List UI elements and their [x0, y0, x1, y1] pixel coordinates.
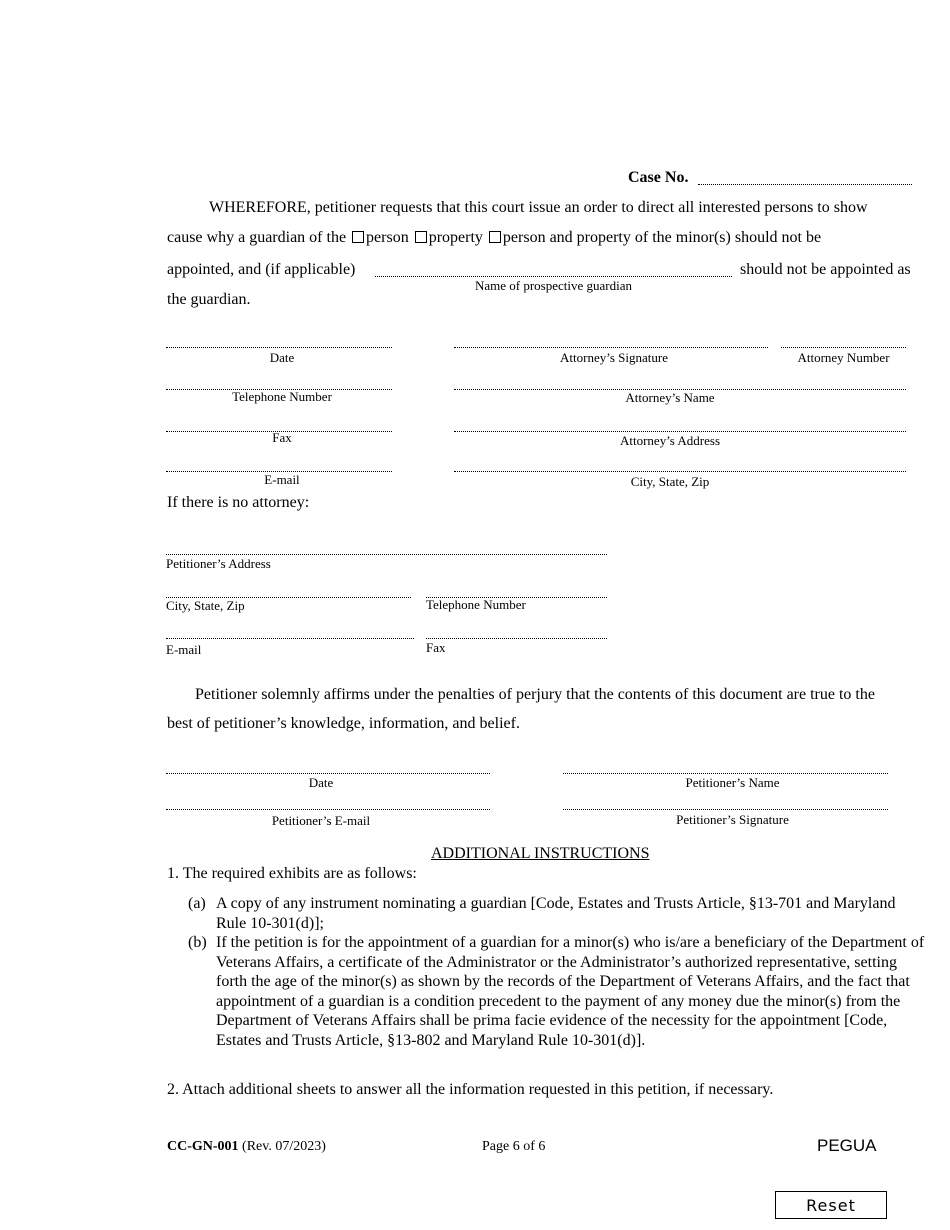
- petitioner-fax-field[interactable]: [426, 638, 607, 639]
- email-caption: E-mail: [264, 472, 300, 487]
- petitioner-address-field[interactable]: [166, 554, 607, 555]
- instruction-item-b-text: If the petition is for the appointment of a guardian for a minor(s) who is/are a beneficiary of the Department of Veterans Affairs, a certificate of the Administrator or the Administrator’s authorized representative, setting forth the age of the minor(s) as shown by the records of the Department of Veterans Affairs, and the fact that appointment of a guardian is a condition precedent to the payment of any money due the minor(s) from the Department of Veterans Affairs shall be prima facie evidence of the necessity for the appointment [Code, Estates and Trusts Article, §13-802 and Maryland Rule 10-301(d)].: [216, 934, 925, 1049]
- affirmation-line-1: Petitioner solemnly affirms under the penalties of perjury that the contents of this document are true to the: [195, 686, 875, 703]
- date-field[interactable]: [166, 347, 392, 348]
- petitioner-email-signature-field[interactable]: [166, 809, 490, 810]
- date-caption: Date: [269, 350, 295, 365]
- person-checkbox[interactable]: [352, 231, 364, 243]
- instruction-item-a-label: (a): [188, 895, 206, 912]
- city-state-zip-field[interactable]: [454, 471, 906, 472]
- instruction-item-1: 1. The required exhibits are as follows:: [167, 865, 417, 882]
- property-option-label: property: [428, 229, 483, 246]
- instruction-item-b-label: (b): [188, 934, 207, 951]
- person-and-property-option-label: person and property of the minor(s) should not be: [502, 229, 822, 246]
- attorney-number-caption: Attorney Number: [797, 350, 890, 365]
- prayer-line-4: the guardian.: [167, 291, 251, 308]
- property-checkbox[interactable]: [415, 231, 427, 243]
- petitioner-name-caption: Petitioner’s Name: [685, 775, 780, 790]
- petitioner-fax-caption: Fax: [426, 640, 446, 655]
- petitioner-signature-caption: Petitioner’s Signature: [676, 812, 789, 827]
- instruction-item-a-text: A copy of any instrument nominating a guardian [Code, Estates and Trusts Article, §13-701 and Maryland Rule 10-301(d)];: [216, 895, 896, 932]
- person-option-label: person: [366, 229, 409, 246]
- case-number-field[interactable]: [698, 184, 912, 185]
- city-state-zip-caption: City, State, Zip: [630, 474, 710, 489]
- instruction-item-2: 2. Attach additional sheets to answer all the information requested in this petition, if necessary.: [167, 1081, 774, 1098]
- attorney-address-field[interactable]: [454, 431, 906, 432]
- petitioner-city-caption: City, State, Zip: [166, 598, 245, 613]
- prayer-line-2-text: cause why a guardian of the: [167, 229, 347, 246]
- telephone-caption: Telephone Number: [232, 389, 332, 404]
- footer-revision: (Rev. 07/2023): [242, 1139, 326, 1154]
- fax-caption: Fax: [272, 430, 292, 445]
- attorney-signature-caption: Attorney’s Signature: [560, 350, 668, 365]
- prayer-line-2: [167, 228, 821, 248]
- prospective-guardian-field[interactable]: [375, 276, 732, 277]
- reset-button[interactable]: Reset: [775, 1191, 887, 1219]
- affirmation-line-2: best of petitioner’s knowledge, information, and belief.: [167, 715, 520, 732]
- prospective-guardian-caption: Name of prospective guardian: [474, 278, 633, 293]
- petitioner-signature-field[interactable]: [563, 809, 888, 810]
- no-attorney-heading: If there is no attorney:: [167, 494, 310, 511]
- attorney-name-caption: Attorney’s Name: [625, 390, 715, 405]
- case-number-label: Case No.: [628, 169, 689, 186]
- footer-form-id: CC-GN-001: [167, 1139, 239, 1154]
- person-and-property-checkbox[interactable]: [489, 231, 501, 243]
- attorney-signature-field[interactable]: [454, 347, 768, 348]
- instructions-title: ADDITIONAL INSTRUCTIONS: [431, 845, 650, 862]
- instruction-item-a: [188, 894, 928, 934]
- prayer-line-3-pre: appointed, and (if applicable): [167, 261, 356, 278]
- footer-form-id-line: [167, 1139, 326, 1155]
- affirmation-date-field[interactable]: [166, 773, 490, 774]
- petitioner-email-field[interactable]: [166, 638, 414, 639]
- footer-code: PEGUA: [817, 1136, 877, 1155]
- prayer-line-1: WHEREFORE, petitioner requests that this court issue an order to direct all interested persons to show: [209, 199, 868, 216]
- footer-page: Page 6 of 6: [482, 1139, 546, 1154]
- petitioner-telephone-caption: Telephone Number: [426, 597, 526, 612]
- instruction-item-b: [188, 933, 928, 1073]
- petitioner-name-field[interactable]: [563, 773, 888, 774]
- petitioner-email-signature-caption: Petitioner’s E-mail: [271, 813, 371, 828]
- petitioner-email-caption: E-mail: [166, 642, 202, 657]
- prayer-line-3-post: should not be appointed as: [740, 261, 911, 278]
- attorney-address-caption: Attorney’s Address: [619, 433, 721, 448]
- affirmation-date-caption: Date: [308, 775, 334, 790]
- attorney-number-field[interactable]: [781, 347, 906, 348]
- petitioner-address-caption: Petitioner’s Address: [166, 556, 271, 571]
